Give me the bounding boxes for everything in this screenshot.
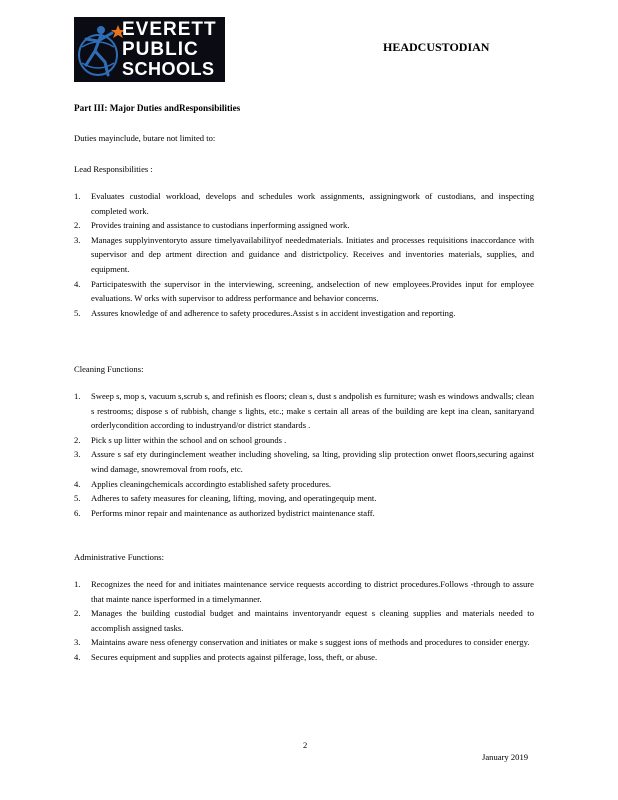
list-item: 4. Participateswith the supervisor in the interviewing, screening, andselection of new employees.Provides input for employee evaluations. W orks with supervisor to address performance and behavior concerns. xyxy=(74,278,534,304)
duties-intro: Duties mayinclude, butare not limited to: xyxy=(74,133,216,143)
logo-line-3: SCHOOLS xyxy=(122,59,215,79)
logo-line-2: PUBLIC xyxy=(122,39,199,60)
lead-responsibilities-list xyxy=(74,189,534,320)
cleaning-functions-list xyxy=(74,389,534,520)
administrative-functions-list xyxy=(74,577,534,665)
logo-line-1: EVERETT xyxy=(122,19,217,40)
footer-date: January 2019 xyxy=(482,752,529,762)
document-title: HEADCUSTODIAN xyxy=(383,40,490,54)
list-item: 1. Recognizes the need for and initiates maintenance service requests according to district procedures.Follows -through to assure that mainte nance isperformed in a timelymanner. xyxy=(74,579,534,604)
list-item: 4. Secures equipment and supplies and protects against pilferage, loss, theft, or abuse. xyxy=(74,651,378,662)
list-item: 5. Assures knowledge of and adherence to safety procedures.Assist s in accident investigation and reporting. xyxy=(74,307,456,318)
list-item: 5. Adheres to safety measures for cleaning, lifting, moving, and operatingequip ment. xyxy=(74,493,377,504)
list-item: 1. Evaluates custodial workload, develops and schedules work assignments, assigningwork of custodians, and inspecting completed work. xyxy=(74,191,534,216)
cleaning-functions-heading: Cleaning Functions: xyxy=(74,364,144,374)
administrative-functions-heading: Administrative Functions: xyxy=(74,552,164,562)
list-item: 3. Manages supplyinventoryto assure timelyavailabilityof neededmaterials. Initiates and processes requisitions inaccordance with supervisor and dep artment direction and guidance and districtpolicy. Receives and inventories materials, supplies, and equipment. xyxy=(74,234,534,274)
list-item: 3. Assure s saf ety duringinclement weather including shoveling, sa lting, providing slip protection onwet floors,securing against wind damage, snowremoval from roofs, etc. xyxy=(74,449,534,474)
lead-responsibilities-heading: Lead Responsibilities : xyxy=(74,164,153,174)
list-item: 4. Applies cleaningchemicals accordingto established safety procedures. xyxy=(74,478,332,489)
list-item: 3. Maintains aware ness ofenergy conservation and initiates or make s suggest ions of methods and procedures to consider energy. xyxy=(74,637,530,648)
list-item: 2. Pick s up litter within the school and on school grounds . xyxy=(74,434,287,445)
part-heading: Part III: Major Duties andResponsibilities xyxy=(74,103,241,113)
page-number: 2 xyxy=(303,740,308,750)
list-item: 1. Sweep s, mop s, vacuum s,scrub s, and refinish es floors; clean s, dust s andpolish es furniture; wash es windows andwalls; clean s restrooms; dispose s of rubbish, change s lights, etc.; make s certain all areas of the building are kept ina clean, sanitaryand orderlycondition according to industryand/or district standards . xyxy=(74,391,534,431)
list-item: 2. Manages the building custodial budget and maintains inventoryandr equest s cleaning supplies and materials needed to accomplish assigned tasks. xyxy=(74,608,534,633)
list-item: 6. Performs minor repair and maintenance as authorized bydistrict maintenance staff. xyxy=(74,507,375,518)
everett-public-schools-logo xyxy=(74,17,225,82)
list-item: 2. Provides training and assistance to custodians inperforming assigned work. xyxy=(74,220,350,231)
